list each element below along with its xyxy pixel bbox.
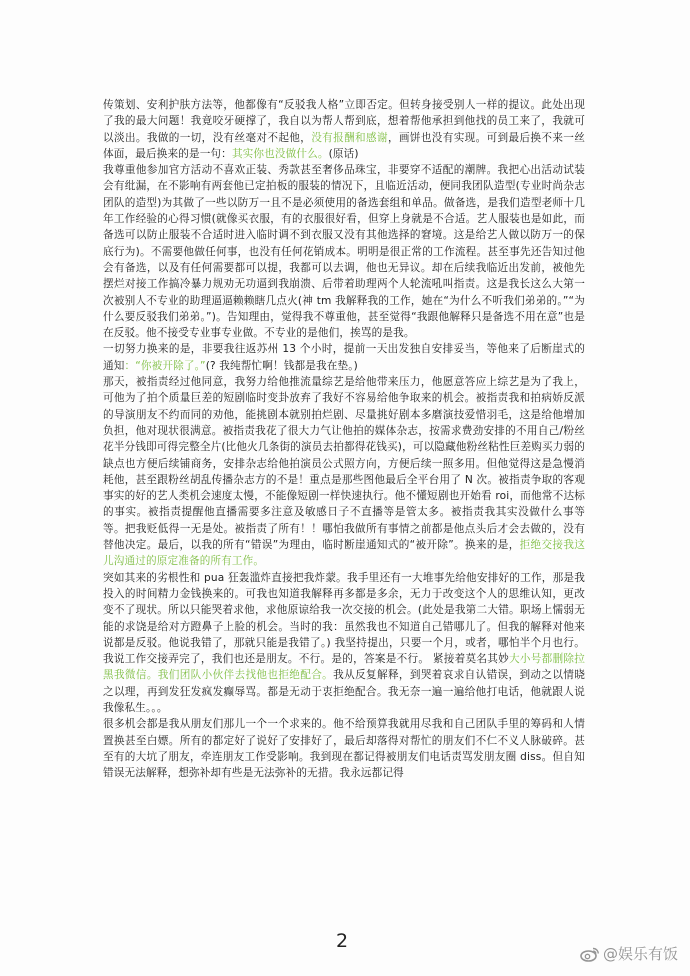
text-run: 那天，被指责经过他同意，我努力给他推流量综艺是给他带来压力，他愿意答应上综艺是为了我上，可他为了拍个质量巨差的短剧临时变卦放弃了我好不容易给他争取来的机会。被指责我和拍病娇反派的导演朋友不约而同的劝他，能挑剧本就别拍烂剧、尽量挑好剧本多磨演技爱惜羽毛，这是给他增加负担，他对现状很满意。被指责我花了很大力气让他拍的媒体杂志，按需求费劲安排的不用自己/粉丝花半分钱即可得完整全片(比他火几条街的演员去拍都得花钱买)，可以隐藏他粉丝粘性巨差购买力弱的缺点也方便后续铺商务，安排杂志给他拍演员公式照方向，方便后续一照多用。但他觉得这是急慢消耗他，甚至跟粉丝胡乱传播杂志方的不是！重点是那些图他最后全平台用了 N 次。被指责争取的客观事实的好的艺人类机会速度太慢，不能像短剧一样快速执行。他不懂短剧也开始看 roi，而他常不达标的事实。被指责提醒他直播需要多注意及敏感日子不直播等是管太多。被指责我其实没做什么事等等。把我贬低得一无是处。被指责了所有！！哪怕我做所有事情之前都是他点头后才会去做的，没有替他决定。最后，以我的所有“错误”为理由，临时断崖通知式的“被开除”。换来的是， [103,376,585,552]
highlighted-text: 没有报酬和感谢 [311,131,388,144]
highlighted-text: ： [124,359,136,372]
highlighted-text: 大小号都删除拉黑我微信。我们团队小伙伴去找他也拒绝配合。 [103,653,585,682]
paragraph [103,341,585,374]
text-run: ，画饼也没有实现。可到最后换不来一丝体面，最后换来的是一句： [103,131,585,160]
text-run: 很多机会都是我从朋友们那儿一个一个求来的。他不给预算我就用尽我和自己团队手里的筹码和人情置换甚至白嫖。所有的都定好了说好了安排好了，最后却落得对帮忙的朋友们不仁不义人脉破碎。甚至有的大坑了朋友，牵连朋友工作受影响。我到现在都记得被朋友们电话责骂发朋友圈 diss。但自知错误无法解释，想弥补却有些是无法弥补的无措。我永远都记得 [103,718,585,780]
text-run: (? 我纯帮忙啊！钱都是我在垫。) [205,359,358,372]
paragraph [103,570,585,717]
paragraph [103,716,585,781]
page-number: 2 [336,930,349,952]
paragraph [103,97,585,162]
text-run: 我尊重他参加官方活动不喜欢正装、秀款甚至奢侈品珠宝，非要穿不适配的潮牌。我把心出活动试装会有纰漏，在不影响有两套他已定拍板的服装的情况下，且临近活动，便同我团队造型(专业时尚杂志团队的造型)为其做了一些以防万一且不是必须使用的备选套组和单品。做备选，是我们造型老师十几年工作经验的心得习惯(就像买衣服，有的衣服很好看，但穿上身就是不合适。艺人服装也是如此，而备选可以防止服装不合适时进入临时调不到衣服又没有其他选择的窘境。这是给艺人做以防万一的保底行为)。不需要他做任何事，也没有任何花销成本。明明是很正常的工作流程。甚至事先还告知过他会有备选，以及有任何需要都可以提，我都可以去调，他也无异议。却在后续我临近出发前，被他先摆烂对接工作搞冷暴力规劝无功逼到我崩溃、后带着助理两个人轮流吼叫指责。这是我长这么大第一次被别人不专业的助理逼逼赖赖瞎几点火(神 tm 我解释我的工作，她在“为什么不听我们弟弟的。”“为什么要反驳我们弟弟。”)。告知理由，觉得我不尊重他，甚至觉得“我跟他解释只是备选不用在意”也是在反驳。他不接受专业事专业做。不专业的是他们，挨骂的是我。 [103,164,585,340]
watermark [580,943,678,964]
watermark-text: @娱乐有饭 [602,945,678,963]
text-run-plain: 一切努力换来的是，非要我往返苏州 13 个小时，提前一天出发独自安排妥当，等他来了后断崖式的通知 [103,343,585,372]
paragraph [103,162,585,341]
highlighted-text: 其实你也没做什么。 [231,147,329,160]
paragraph [103,374,585,570]
document-body [103,97,585,781]
weibo-icon [580,946,600,962]
text-run: 传策划、安利护肤方法等，他都像有“反驳我人格”立即否定。但转身接受别人一样的提议。此处出现了我的最大问题！我竟咬牙硬撑了，我自以为帮人帮到底，想着帮他承担到他找的员工来了，我就可以淡出。我做的一切，没有丝毫对不起他， [103,99,585,144]
text-run: 突如其来的劣根性和 pua 狂轰滥炸直接把我炸蒙。我手里还有一大堆事先给他安排好的工作，那是我投入的时间精力金钱换来的。可我也知道我解释再多都是多余，无力于改变这个人的思维认知，更改变不了现状。所以只能哭着求他，求他原谅给我一次交接的机会。(此处是我第二大错。职场上懦弱无能的求饶是给对方蹬鼻子上脸的机会。当时的我：虽然我也不知道自己错哪儿了。但我的解释对他来说都是反驳。他说我错了，那就只能是我错了。) 我坚持提出，只要一个月，或者，哪怕半个月也行。我说工作交接弄完了，我们也还是朋友。不行。是的，答案是不行。 紧接着莫名其妙 [103,571,585,666]
text-run: 我从反复解释，到哭着哀求自认错误，到动之以情晓之以理，再到发狂发疯发癫辱骂。都是无动于衷拒绝配合。我无奈一遍一遍给他打电话，他就跟人说我像私生。。。 [103,669,586,714]
text-run: (原话) [328,147,359,160]
highlighted-text: 拒绝交接我这儿沟通过的原定准备的所有工作。 [103,539,585,568]
highlighted-text: “你被开除了。” [135,359,206,372]
